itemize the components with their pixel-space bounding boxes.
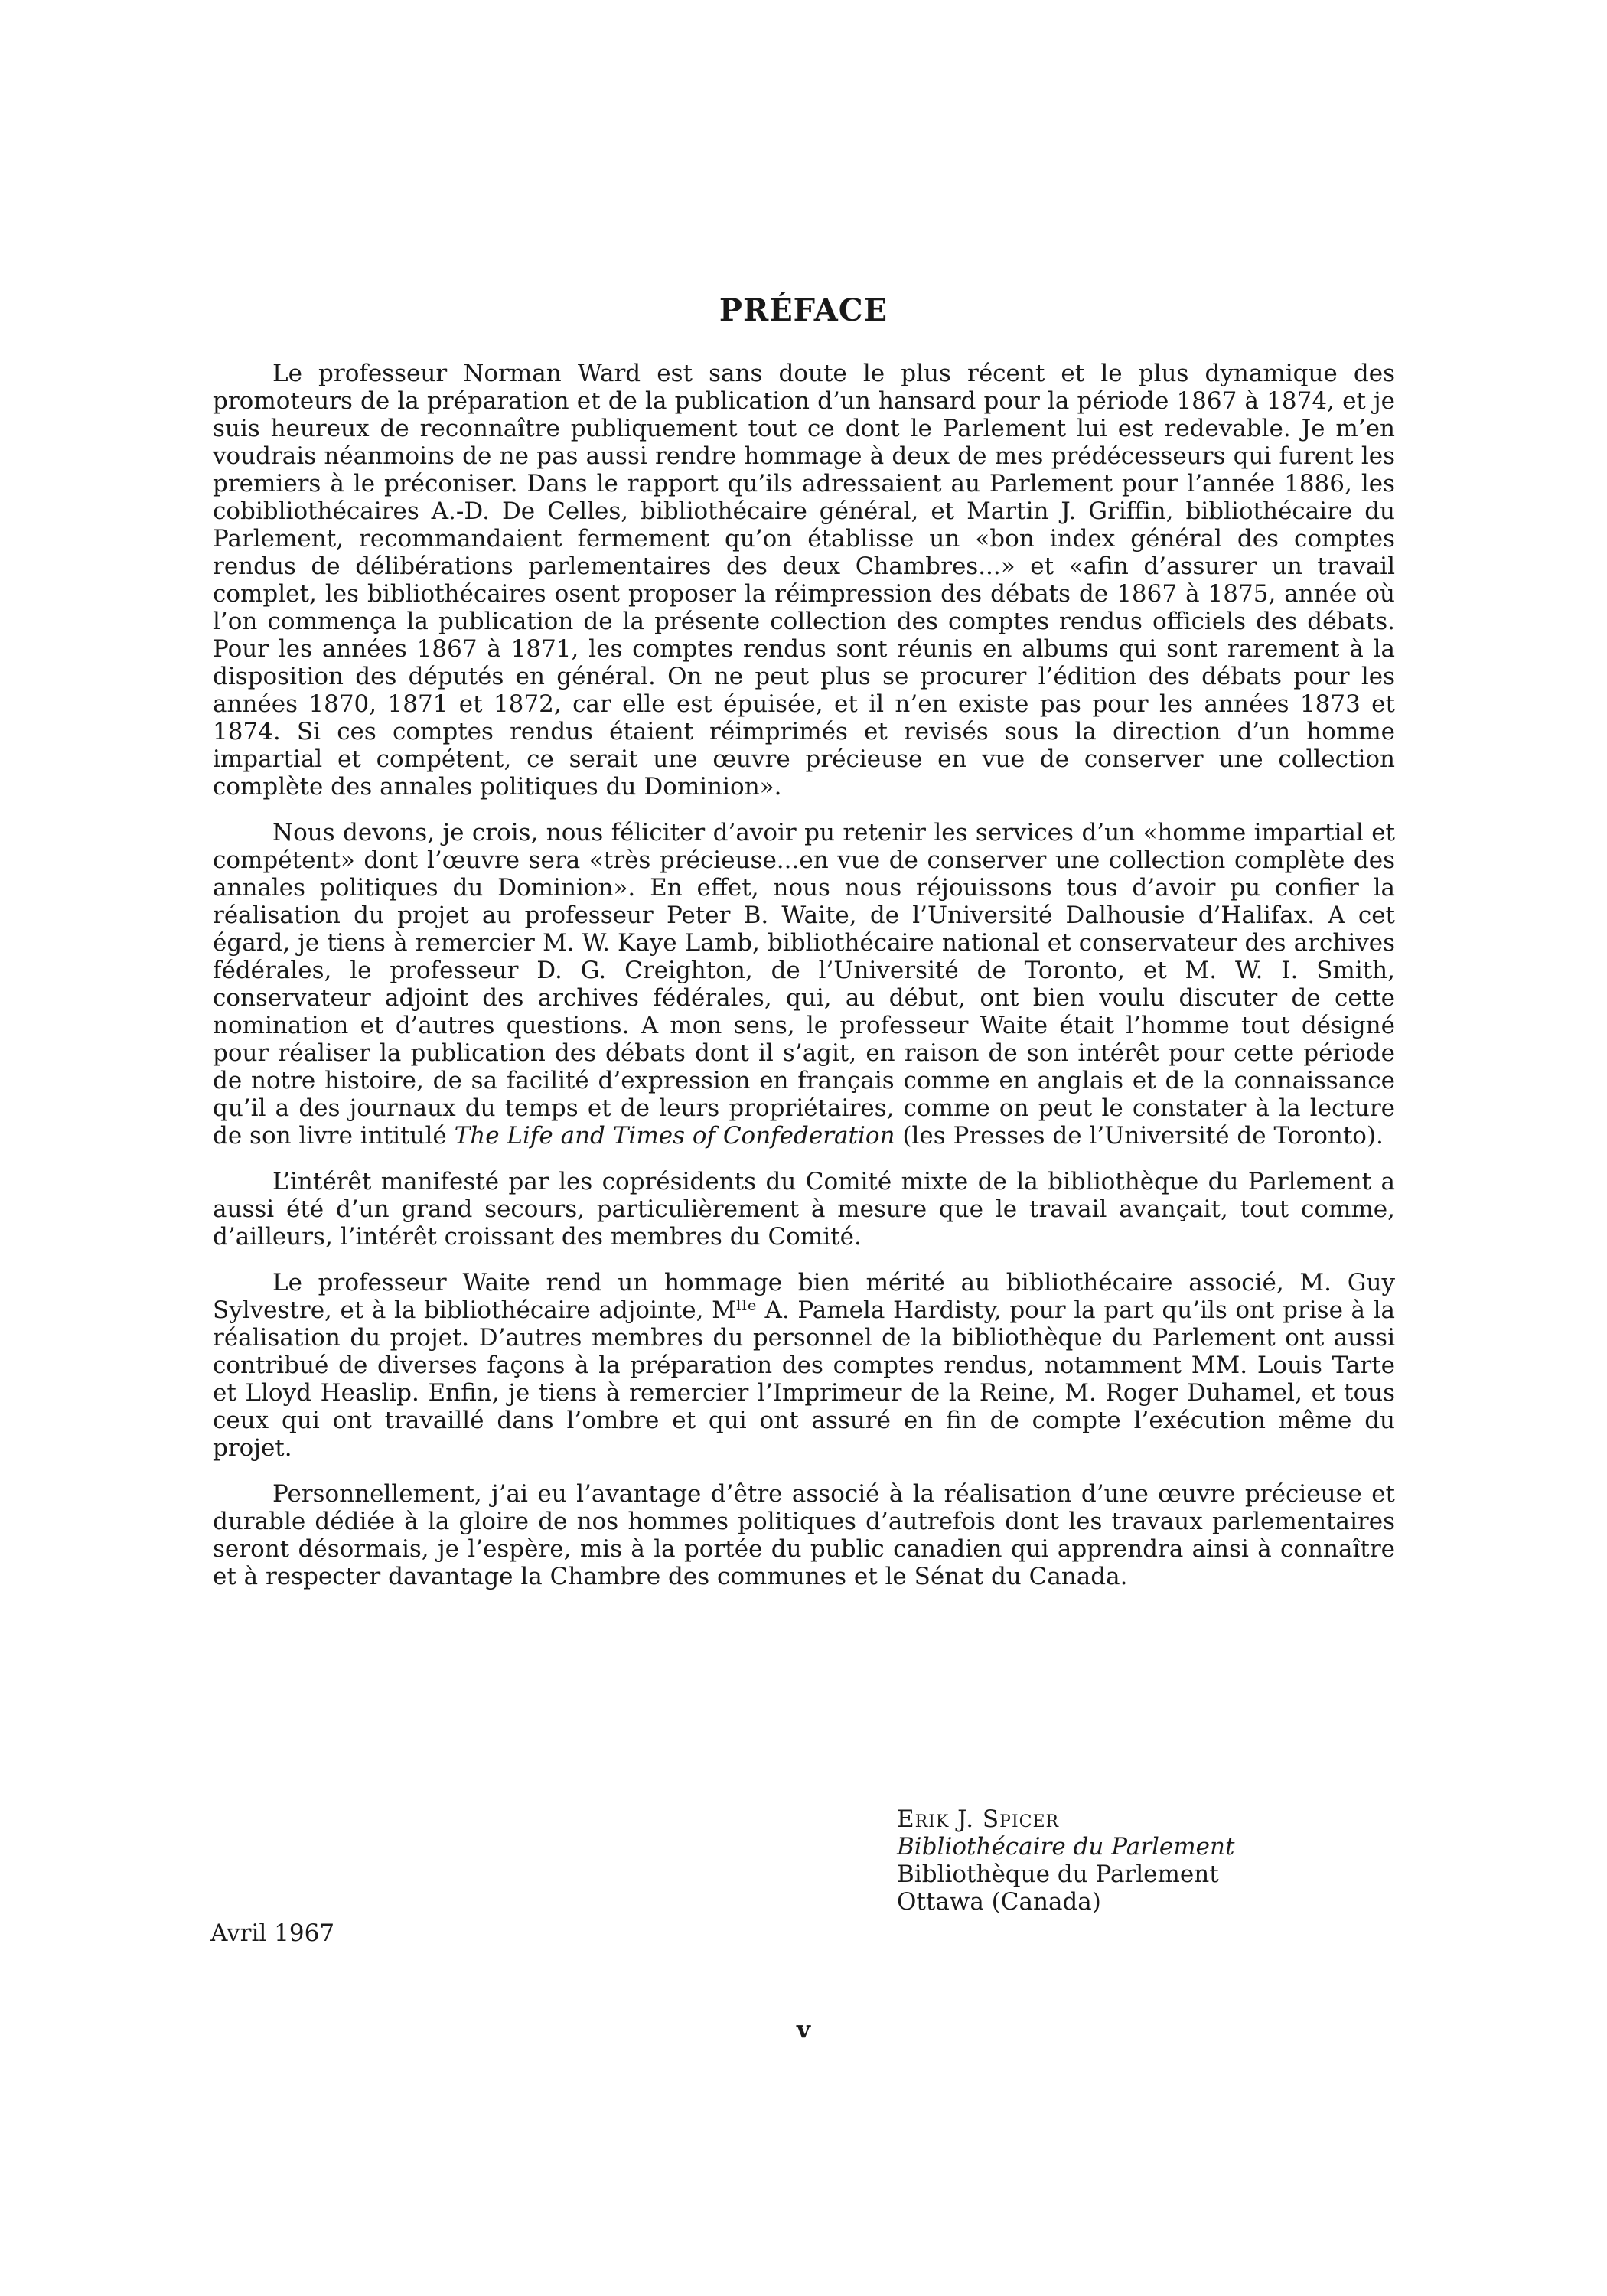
page-number: v <box>796 2016 810 2043</box>
paragraph-2-text-before: Nous devons, je crois, nous féliciter d’avoir pu retenir les services d’un «homme impartial et compétent» dont l’œuvre sera «très précieuse...en vue de conserver une collection complète des annales politiques du Dominion». En effet, nous nous réjouissons tous d’avoir pu confier la réalisation du projet au professeur Peter B. Waite, de l’Université Dalhousie d’Halifax. A cet égard, je tiens à remercier M. W. Kaye Lamb, bibliothécaire national et conservateur des archives fédérales, le professeur D. G. Creighton, de l’Université de Toronto, et M. W. I. Smith, conservateur adjoint des archives fédérales, qui, au début, ont bien voulu discuter de cette nomination et d’autres questions. A mon sens, le professeur Waite était l’homme tout désigné pour réaliser la publication des débats dont il s’agit, en raison de son intérêt pour cette période de notre histoire, de sa facilité d’expression en français comme en anglais et de la connaissance qu’il a des journaux du temps et de leurs propriétaires, comme on peut le constater à la lecture de son livre intitulé <box>213 819 1395 1150</box>
preface-date: Avril 1967 <box>210 1919 335 1947</box>
signatory-institution: Bibliothèque du Parlement <box>897 1861 1219 1888</box>
preface-paragraph-4: Le professeur Waite rend un hommage bien mérité au bibliothécaire associé, M. Guy Sylvestre, et à la bibliothécaire adjointe, Mˡˡᵉ A. Pamela Hardisty, pour la part qu’ils ont prise à la réalisation du projet. D’autres membres du personnel de la bibliothèque du Parlement ont aussi contribué de diverses façons à la préparation des comptes rendus, notamment MM. Louis Tarte et Lloyd Heaslip. Enfin, je tiens à remercier l’Imprimeur de la Reine, M. Roger Duhamel, et tous ceux qui ont travaillé dans l’ombre et qui ont assuré en fin de compte l’exécution même du projet. <box>213 1269 1395 1462</box>
signatory-location: Ottawa (Canada) <box>897 1888 1101 1916</box>
preface-body <box>213 360 1395 1609</box>
page-title: PRÉFACE <box>719 292 888 328</box>
preface-paragraph-1: Le professeur Norman Ward est sans doute le plus récent et le plus dynamique des promoteurs de la préparation et de la publication d’un hansard pour la période 1867 à 1874, et je suis heureux de reconnaître publiquement tout ce dont le Parlement lui est redevable. Je m’en voudrais néanmoins de ne pas aussi rendre hommage à deux de mes prédécesseurs qui furent les premiers à le préconiser. Dans le rapport qu’ils adressaient au Parlement pour l’année 1886, les cobibliothécaires A.-D. De Celles, bibliothécaire général, et Martin J. Griffin, bibliothécaire du Parlement, recommandaient fermement qu’on établisse un «bon index général des comptes rendus de délibérations parlementaires des deux Chambres...» et «afin d’assurer un travail complet, les bibliothécaires osent proposer la réimpression des débats de 1867 à 1875, année où l’on commença la publication de la présente collection des comptes rendus officiels des débats. Pour les années 1867 à 1871, les comptes rendus sont réunis en albums qui sont rarement à la disposition des députés en général. On ne peut plus se procurer l’édition des débats pour les années 1870, 1871 et 1872, car elle est épuisée, et il n’en existe pas pour les années 1873 et 1874. Si ces comptes rendus étaient réimprimés et revisés sous la direction d’un homme impartial et compétent, ce serait une œuvre précieuse en vue de conserver une collection complète des annales politiques du Dominion». <box>213 360 1395 801</box>
signature-block <box>897 1805 1234 1916</box>
preface-paragraph-3: L’intérêt manifesté par les coprésidents du Comité mixte de la bibliothèque du Parlement a aussi été d’un grand secours, particulièrement à mesure que le travail avançait, tout comme, d’ailleurs, l’intérêt croissant des membres du Comité. <box>213 1168 1395 1251</box>
signatory-role: Bibliothécaire du Parlement <box>897 1833 1235 1861</box>
signatory-name: Erik J. Spicer <box>897 1805 1060 1833</box>
paragraph-2-text-after: (les Presses de l’Université de Toronto). <box>895 1122 1384 1150</box>
book-title: The Life and Times of Confederation <box>454 1122 895 1150</box>
preface-paragraph-5: Personnellement, j’ai eu l’avantage d’être associé à la réalisation d’une œuvre précieuse et durable dédiée à la gloire de nos hommes politiques d’autrefois dont les travaux parlementaires seront désormais, je l’espère, mis à la portée du public canadien qui apprendra ainsi à connaître et à respecter davantage la Chambre des communes et le Sénat du Canada. <box>213 1480 1395 1590</box>
preface-paragraph-2 <box>213 819 1395 1150</box>
